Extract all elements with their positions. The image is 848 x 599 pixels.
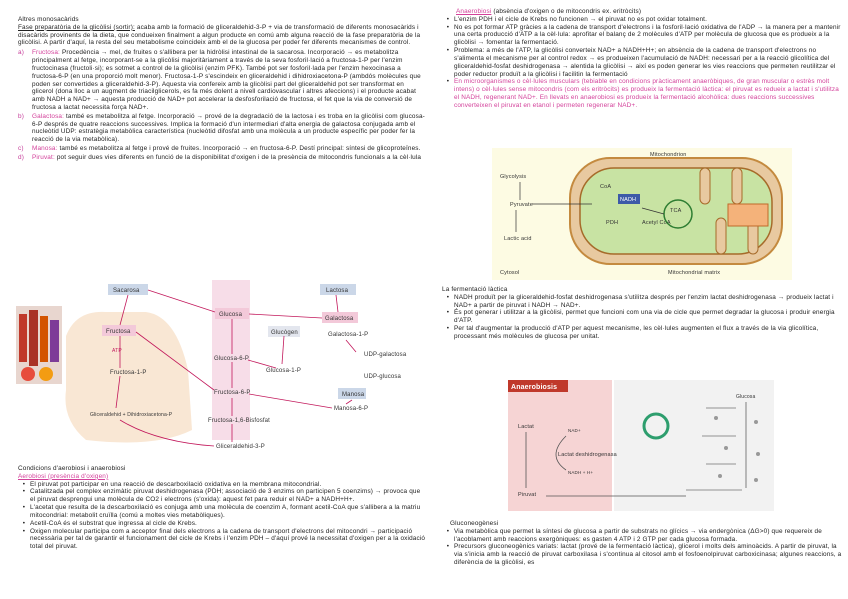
pathway-label-glucosa-1p: Glucosa-1-P <box>266 368 301 374</box>
intro-body: acaba amb la formació de gliceraldehid-3-P + via de transformació de diferents monosacàrids i disacàrids provinents de la dieta, que condueixen finalment a algun producte en comú amb alguna reacció de la fase preparatòria de la glicòlisi. A partir d'aquí, la resta del seu metabolisme coincideix amb el de la glucosa per poder fer diferents mecanismes de control. <box>18 23 421 47</box>
mito-label-cytosol: Cytosol <box>500 270 520 276</box>
pathway-label-glucosa: Glucosa <box>219 312 243 318</box>
item-head: Galactosa: <box>32 112 65 120</box>
left-column <box>18 0 426 551</box>
anaerobiosis-heading: Anaerobiosi <box>456 8 492 15</box>
item-head: Manosa: <box>32 145 58 152</box>
pathway-label-udp-galactosa: UDP-galactosa <box>364 352 407 358</box>
anaerobiosis-subheading: (absència d'oxigen o de mitocondris ex. eritròcits) <box>493 8 642 15</box>
conditions-title: Condicions d'aerobiosi i anaerobiosi <box>18 465 126 472</box>
anaero-label-piruvat: Piruvat <box>518 492 537 498</box>
anaero-bullet: • En microorganismes o cèl·lules musculars (tebiable en condicions pràcticament anaeròbiques, de gran muscular o estrès molt intens) o cèl·lules sense mitocondris (com els eritròcits) es produeix la fermentació làctica: el piruvat es redueix a lactat i s'utilitza el NADH, regenerant NAD+. En llevats en anaerobiosi es produeix la fermentació alcohòlica: dues reaccions successives converteixen el piruvat en etanol i permeten regenerar NAD+. <box>446 78 839 109</box>
list-label: c) <box>18 145 24 152</box>
aero-bullet: • L'acetat que resulta de la descarboxilació es conjuga amb una molècula de coenzim A, formant acetil-CoA que s'allibera a la matriu mitocondrial: metabolit cruïlla (comú a moltes vies metabòliques). <box>22 504 421 519</box>
pathway-label-sacarosa: Sacarosa <box>113 288 140 294</box>
ferm-bullet: • Per tal d'augmentar la producció d'ATP per aquest mecanisme, les cèl·lules augmenten el flux a través de la via glicolítica, processant més molècules de glucosa per unitat. <box>446 325 819 340</box>
pathway-label-udp-glucosa: UDP-glucosa <box>364 374 401 380</box>
anaerobiosis-heading-line <box>442 8 842 16</box>
intro-paragraph <box>18 24 426 47</box>
pathway-label-fructosa-6p: Fructosa-6-P <box>214 390 251 396</box>
anaero-bullet: • No es pot formar ATP gràcies a la cadena de transport d'electrons i la fosforil·lació oxidativa de l'ADP → la manera per a mantenir una certa producció d'ATP a la cèl·lula: aprofitar el balanç de 2 molècules d'ATP per molècula de glucosa que es produeix a la glicòlisi → fomentar la fermentació. <box>446 23 841 47</box>
mito-label-acetyl-coa: Acetyl CoA <box>642 220 671 226</box>
pathway-label-manosa: Manosa <box>342 392 365 398</box>
item-text: també es metabolitza al fetge i prové de fruites. Incorporació → en fructosa-6-P. Destí principal: síntesi de glicoproteïnes. <box>59 145 421 152</box>
ferm-bullet: • És pot generar i utilitzar a la glicòlisi, permet que funcioni com una via de cicle que permet degradar la glucosa i produir energia d'ATP. <box>446 309 835 325</box>
item-head: Fructosa: <box>32 49 60 57</box>
list-label: b) <box>18 112 24 120</box>
section-title: Altres monosacàrids <box>18 16 79 23</box>
aero-bullet: • Acetil-CoA és el substrat que ingressa al cicle de Krebs. <box>22 519 197 527</box>
pathway-label-galactosa-1p: Galactosa-1-P <box>328 332 369 338</box>
pathway-label-manosa-6p: Manosa-6-P <box>334 406 369 412</box>
ferm-bullet: • NADH produït per la gliceraldehid-fosfat deshidrogenasa s'utilitza després per l'enzim lactat deshidrogenasa → produeix lactat i NAD+ a partir de piruvat i NADH → NAD+. <box>446 293 834 309</box>
fermentation-title: La fermentació làctica <box>442 286 508 293</box>
aerobiosis-section <box>18 465 426 551</box>
mito-label-pyruvate: Pyruvate <box>510 202 533 208</box>
mito-label-glycolysis: Glycolysis <box>500 174 527 180</box>
gluconeogenesis-section <box>442 520 842 567</box>
pathway-label-fructosa: Fructosa <box>106 329 131 335</box>
gluco-bullet: • Precursors gluconeogènics variats: lactat (prové de la fermentació làctica), glicerol i molts dels aminoàcids. A partir de piruvat, la via s'inicia amb la reacció de piruvat carboxilasa i s'continua al citosol amb el fosfoenolpiruvat carboxicinasa; algunes reaccions, a diferència de la glicòlisi, es <box>446 543 842 567</box>
list-label: d) <box>18 153 24 161</box>
pathway-label-lactosa: Lactosa <box>326 288 349 294</box>
pathway-label-glucogen: Glucògen <box>271 330 298 336</box>
right-column <box>442 0 842 567</box>
anaero-bullet: • L'enzim PDH i el cicle de Krebs no funcionen → el piruvat no es pot oxidar totalment. <box>446 15 708 23</box>
mito-label-tca: TCA <box>670 208 682 214</box>
lactic-fermentation-section <box>442 286 842 341</box>
mitochondrion-figure <box>492 148 792 280</box>
item-text: Procedència → mel, de fruites o s'allibera per la hidròlisi intestinal de la sacarosa. Incorporació → es metabolitza principalment al fetge, incorporant-se a la glicòlisi majoritàriament a través de la seva fosforil·lació a fructosa-1-P per l'enzim fructocinasa (fructoli·si); es sotmet a control de la glicòlisi (enzim PFK). També pot ser fosforil·lada per l'enzim hexocinasa a fructosa-6-P (en una proporció molt menor). Fructosa-1-P s'escindeix en gliceraldehid i dihidroxiacetona-P (ambdós molècules que poden ser convertides a gliceraldehid-3-P). Aquesta via confereix amb la glicòlisi part del gliceraldehid pot ser transformat en glicerol (dona lloc a un augment de triacilglicerols, es fa més dolent a nivell cardiovascular i altres afeccions) i el producte acabat amb NADH a NAD+ → aquesta producció de NAD+ pot accelerar la desfosforilació de fructosa, el fet que la via de conversió de fructosa a lactat necessita força NAD+. <box>32 49 421 111</box>
anaero-label-lactat: Lactat <box>518 424 534 430</box>
monosaccharide-list <box>18 49 426 161</box>
anaerobiosis-figure <box>506 378 776 513</box>
mito-label-nadh: NADH <box>620 197 637 203</box>
aero-bullet: • El piruvat pot participar en una reacció de descarboxilació oxidativa en la membrana mitocondrial. <box>22 480 322 488</box>
pathway-label-fructosa-16-bisfosfat: Fructosa-1,6-Bisfosfat <box>208 418 270 424</box>
mito-label-coa: CoA <box>600 184 612 190</box>
mito-label-matrix: Mitochondrial matrix <box>668 270 721 276</box>
gluconeogenesis-title: Gluconeogènesi <box>450 520 499 527</box>
anaero-label-nadh: NADH + H+ <box>568 470 594 475</box>
aero-bullet: • Catalitzada pel complex enzimàtic piruvat deshidrogenasa (PDH; associació de 3 enzims on participen 5 coenzims) → provoca que el piruvat desprengui una molècula de CO2 i electrons (s'oxida): aquest fet para reduir el NAD+ a NADH+H+. <box>22 488 421 504</box>
list-item-manosa <box>18 145 426 153</box>
anaerobiosis-figure-title: Anaerobiosis <box>511 384 558 391</box>
pathway-label-atp: ATP <box>112 348 122 354</box>
list-item-fructosa <box>18 49 426 112</box>
list-item-galactosa <box>18 113 426 144</box>
mito-label-mitochondrion: Mitochondrion <box>650 152 687 158</box>
pathway-label-glucosa-6p: Glucosa-6-P <box>214 356 249 362</box>
item-text: pot seguir dues vies diferents en funció de la disponibilitat d'oxigen i de la presència de mitocondris funcionals a la cèl·lula <box>56 153 422 161</box>
list-label: a) <box>18 49 24 57</box>
mito-label-lactic-acid: Lactic acid <box>504 236 532 242</box>
pathway-label-galactosa: Galactosa <box>325 316 354 322</box>
pathway-label-fructosa-1p: Fructosa-1-P <box>110 370 147 376</box>
anaero-label-nad: NAD+ <box>568 428 581 433</box>
item-head: Piruvat: <box>32 153 55 161</box>
anaero-bullet: • Problema: a més de l'ATP, la glicòlisi converteix NAD+ a NADH+H+; en absència de la cadena de transport d'electrons no s'alimenta el mecanisme per al control redox → es produeixen l'acumulació de NADH: necessari per a la reacció glicolítica del gliceraldehid-fosfat deshidrogenasa → alentida la glicòlisi → així es poden generar les vies reaccions que permeten reutilitzar el poder reductor produït a la glicòlisi i facilitin la fermentació <box>446 47 836 78</box>
anaero-label-glucosa: Glucosa <box>736 394 756 400</box>
item-text: també es metabolitza al fetge. Incorporació → prové de la degradació de la lactosa i es troba en la glicòlisi com glucosa-6-P després de quatre reaccions successives. Implica la formació d'un intermediari d'alta energia de galactosa conjugada amb el nucleòtid UDP: estratègia metabòlica característica (nucleòtid difosfat amb una molècula a un producte específic per poder fer la reacció de la via metabòlica). <box>32 112 425 144</box>
pathway-label-gliceraldehid-3p: Gliceraldehid-3-P <box>216 444 265 450</box>
gluco-bullet: • Via metabòlica que permet la síntesi de glucosa a partir de substrats no glícics → via endergònica (ΔG>0) que requereix de l'acoblament amb reaccions exergòniques: es gasten 4 ATP i 2 GTP per cada glucosa formada. <box>446 527 822 543</box>
mito-label-pdh: PDH <box>606 220 619 226</box>
monosaccharide-pathway-figure <box>16 270 436 455</box>
aerobiosis-heading: Aerobiosi (presència d'oxigen) <box>18 472 109 480</box>
list-item-piruvat <box>18 154 426 162</box>
anaero-label-ldh: Lactat deshidrogenasa <box>558 452 617 458</box>
pathway-label-glyceraldehyde: Gliceraldehid + Dihidroxiacetona-P <box>90 412 173 418</box>
intro-label: Fase preparatòria de la glicòlisi (sortir): <box>18 23 135 31</box>
aero-bullet: • Oxigen molecular participa com a acceptor final dels electrons a la cadena de transport d'electrons del mitocondri → participació necessària per tal de garantir el funcionament del cicle de Krebs i l'enzim PDH – d'aquí prové la necessitat d'oxigen per a la oxidació total del piruvat. <box>22 527 426 551</box>
